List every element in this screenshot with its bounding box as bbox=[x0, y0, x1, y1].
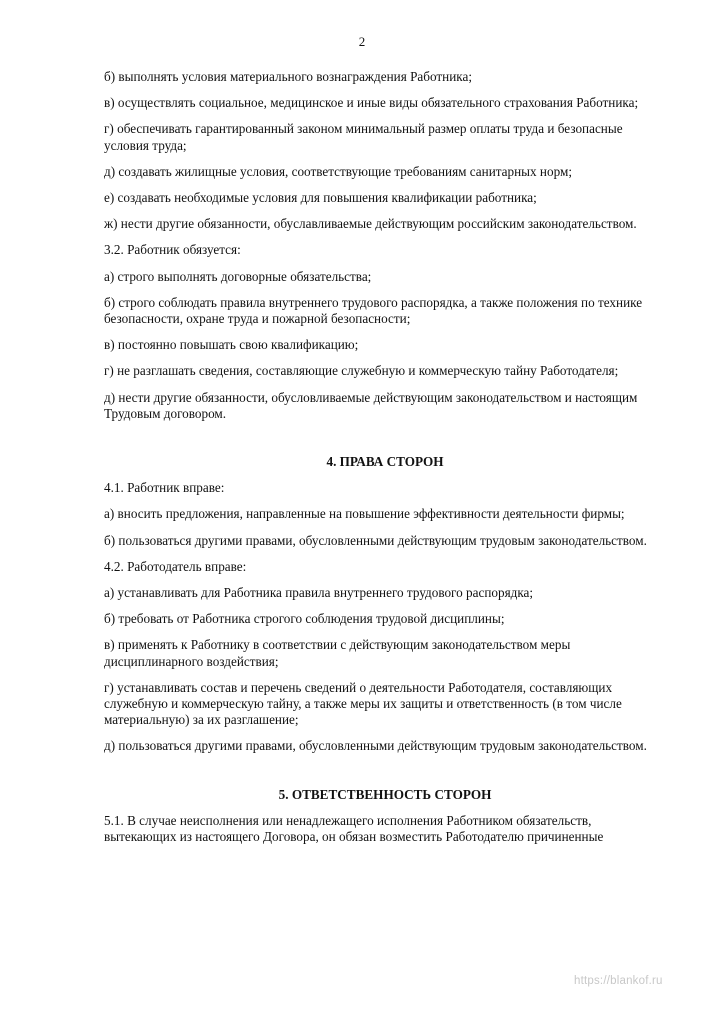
clause-4-1-item-b: б) пользоваться другими правами, обусловленными действующим трудовым законодательством. bbox=[104, 532, 647, 548]
paragraph-3-1-g: г) обеспечивать гарантированный законом минимальный размер оплаты труда и безопасные условия труда; bbox=[104, 121, 623, 153]
clause-4-2-item-a: а) устанавливать для Работника правила внутреннего трудового распорядка; bbox=[104, 585, 534, 601]
clause-4-1-item-a: а) вносить предложения, направленные на повышение эффективности деятельности фирмы; bbox=[104, 506, 625, 522]
clause-4-2-item-g: г) устанавливать состав и перечень сведений о деятельности Работодателя, составляющих служебную и коммерческую тайну, а также меры их защиты и ответственность (в том числе материальную) за их разглашение; bbox=[104, 679, 622, 728]
clause-3-2-item-a: а) строго выполнять договорные обязательства; bbox=[104, 268, 372, 284]
watermark-link[interactable]: https://blankof.ru bbox=[574, 975, 663, 987]
clause-3-2-item-d: д) нести другие обязанности, обусловливаемые действующим законодательством и настоящим Трудовым договором. bbox=[104, 389, 638, 421]
clause-3-2-item-v: в) постоянно повышать свою квалификацию; bbox=[104, 337, 359, 353]
section-4-heading: 4. ПРАВА СТОРОН bbox=[326, 454, 444, 470]
paragraph-3-1-b: б) выполнять условия материального вознаграждения Работника; bbox=[104, 69, 473, 84]
section-5-heading: 5. ОТВЕТСТВЕННОСТЬ СТОРОН bbox=[278, 786, 492, 802]
clause-3-2-item-g: г) не разглашать сведения, составляющие служебную и коммерческую тайну Работодателя; bbox=[104, 363, 619, 379]
clause-4-2-item-b: б) требовать от Работника строгого соблюдения трудовой дисциплины; bbox=[104, 611, 505, 627]
paragraph-3-1-v: в) осуществлять социальное, медицинское и иные виды обязательного страхования Работника; bbox=[104, 95, 639, 111]
paragraph-3-1-d: д) создавать жилищные условия, соответствующие требованиям санитарных норм; bbox=[104, 163, 572, 179]
document-body bbox=[104, 69, 666, 855]
spacer bbox=[104, 432, 666, 454]
page-number: 2 bbox=[358, 34, 366, 49]
clause-3-2-item-b: б) строго соблюдать правила внутреннего трудового распорядка, а также положения по технике безопасности, охране труда и пожарной безопасности; bbox=[104, 294, 643, 327]
clause-5-1: 5.1. В случае неисполнения или ненадлежащего исполнения Работником обязательств, вытекающих из настоящего Договора, он обязан возместить Работодателю причиненные bbox=[104, 812, 604, 845]
clause-3-2-intro: 3.2. Работник обязуется: bbox=[104, 242, 241, 258]
paragraph-3-1-e: е) создавать необходимые условия для повышения квалификации работника; bbox=[104, 190, 537, 206]
clause-4-2-intro: 4.2. Работодатель вправе: bbox=[104, 558, 247, 574]
spacer bbox=[104, 765, 666, 787]
clause-4-2-item-d: д) пользоваться другими правами, обусловленными действующим трудовым законодательством. bbox=[104, 738, 647, 754]
clause-4-1-intro: 4.1. Работник вправе: bbox=[104, 480, 225, 496]
clause-4-2-item-v: в) применять к Работнику в соответствии с действующим законодательством меры дисциплинарного воздействия; bbox=[104, 637, 571, 669]
paragraph-3-1-zh: ж) нести другие обязанности, обуславливаемые действующим российским законодательством. bbox=[104, 216, 637, 232]
